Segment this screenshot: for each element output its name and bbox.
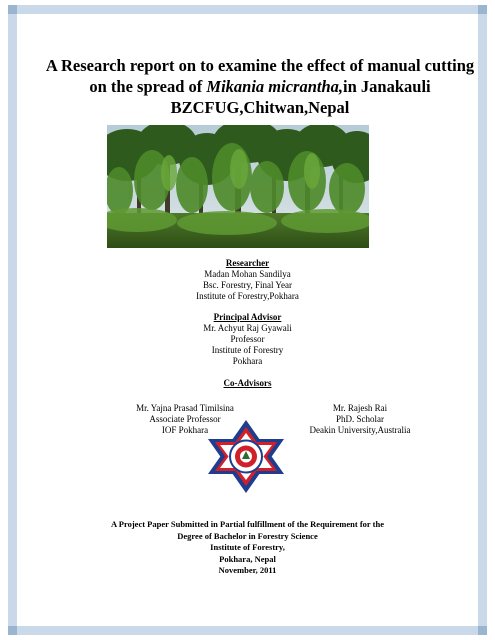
title-line-3: BZCFUG,Chitwan,Nepal	[170, 98, 350, 117]
principal-advisor-name: Mr. Achyut Raj Gyawali	[203, 323, 292, 333]
border-corner	[478, 626, 487, 635]
principal-advisor-institute: Institute of Forestry	[211, 345, 284, 355]
footer-line-1: A Project Paper Submitted in Partial fulfillment of the Requirement for the	[111, 519, 384, 529]
species-name: Mikania micrantha,	[206, 77, 344, 96]
researcher-name: Madan Mohan Sandilya	[204, 269, 291, 279]
principal-advisor-heading: Principal Advisor	[213, 312, 282, 322]
co-advisor-right	[290, 403, 430, 436]
title-line-1: A Research report on to examine the effect of manual cutting	[45, 56, 475, 75]
co-advisors-heading-block	[120, 378, 375, 389]
co-advisor-left-position: Associate Professor	[149, 414, 221, 424]
researcher-heading: Researcher	[225, 258, 270, 268]
report-title	[40, 55, 480, 118]
principal-advisor-block	[120, 312, 375, 367]
border-corner	[8, 626, 17, 635]
co-advisor-left-institute: IOF Pokhara	[161, 425, 209, 435]
title-line-2: on the spread of Mikania micrantha,in Janakauli	[89, 77, 431, 96]
co-advisor-right-institute: Deakin University,Australia	[309, 425, 411, 435]
principal-advisor-city: Pokhara	[232, 356, 263, 366]
co-advisor-left-name: Mr. Yajna Prasad Timilsina	[136, 403, 234, 413]
footer-line-2: Degree of Bachelor in Forestry Science	[177, 530, 318, 541]
co-advisor-right-name: Mr. Rajesh Rai	[332, 403, 388, 413]
principal-advisor-position: Professor	[230, 334, 265, 344]
co-advisor-right-position: PhD. Scholar	[336, 414, 384, 424]
researcher-institute: Institute of Forestry,Pokhara	[196, 291, 299, 301]
researcher-program: Bsc. Forestry, Final Year	[203, 280, 292, 290]
institute-emblem	[206, 418, 286, 495]
co-advisors-heading: Co-Advisors	[223, 378, 272, 388]
border-corner	[478, 5, 487, 14]
submission-statement	[30, 519, 465, 577]
researcher-block	[120, 258, 375, 302]
forest-photo	[107, 125, 369, 248]
footer-line-4: Pokhara, Nepal	[219, 553, 276, 564]
border-corner	[8, 5, 17, 14]
footer-line-3: Institute of Forestry,	[210, 542, 285, 552]
footer-line-5: November, 2011	[218, 565, 277, 575]
